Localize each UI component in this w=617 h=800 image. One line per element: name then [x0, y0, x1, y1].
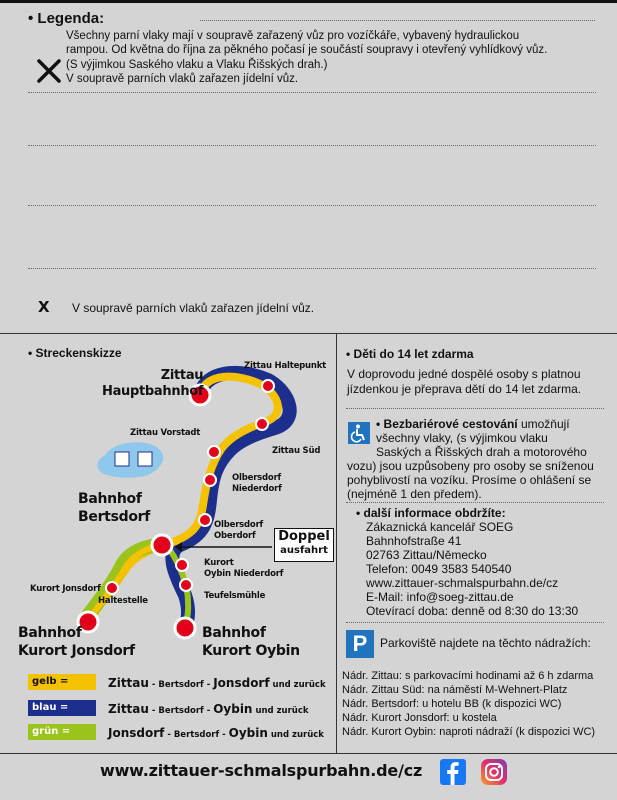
route-green: Jonsdorf - Bertsdorf - Oybin und zurück	[108, 726, 324, 740]
contact-heading: • další informace obdržíte:	[356, 506, 506, 520]
station-teufelsmuehle: Teufelsmühle	[204, 591, 266, 601]
facebook-icon[interactable]	[440, 759, 466, 785]
legend-note: V soupravě parních vlaků zařazen jídelní vůz.	[72, 301, 315, 315]
swatch-blue: blau =	[28, 700, 96, 716]
station-bertsdorf: Bahnhof Bertsdorf	[78, 491, 151, 525]
dotted-line	[28, 92, 596, 93]
swatch-yellow: gelb =	[28, 674, 96, 690]
station-olbersdorf-oberdorf: Olbersdorf Oberdorf	[214, 520, 264, 541]
station-zittau-sued: Zittau Süd	[272, 446, 321, 456]
children-heading: • Děti do 14 let zdarma	[346, 347, 474, 361]
doppel-label: Doppel	[278, 529, 330, 544]
station-zittau-vorstadt: Zittau Vorstadt	[130, 428, 201, 438]
parking-line-3: Nádr. Bertsdorf: u hotelu BB (k dispozici WC)	[342, 698, 562, 710]
footer-url-link[interactable]: www.zittauer-schmalspurbahn.de/cz	[100, 761, 423, 780]
instagram-icon[interactable]	[481, 759, 507, 785]
contact-line-2: Bahnhofstraße 41	[366, 534, 462, 548]
route-yellow: Zittau - Bertsdorf - Jonsdorf und zurück	[108, 676, 326, 690]
station-jonsdorf: Bahnhof Kurort Jonsdorf	[18, 625, 135, 659]
dotted-line	[200, 20, 595, 21]
doppel-ausfahrt-box	[274, 528, 334, 562]
dotted-line	[28, 268, 596, 269]
route-blue: Zittau - Bertsdorf - Oybin und zurück	[108, 702, 309, 716]
contact-line-1: Zákaznická kancelář SOEG	[366, 520, 514, 534]
station-zittau-haltepunkt: Zittau Haltepunkt	[244, 361, 327, 371]
column-divider	[336, 333, 337, 753]
contact-website-link[interactable]: www.zittauer-schmalspurbahn.de/cz	[366, 576, 559, 590]
station-zittau-hbf: Zittau Hauptbahnhof	[102, 368, 204, 399]
children-text: V doprovodu jedné dospělé osoby s platnou jízdenkou je přeprava dětí do 14 let zdarma.	[347, 367, 582, 396]
swatch-green: grün =	[28, 724, 96, 740]
contact-line-4: Telefon: 0049 3583 540540	[366, 562, 512, 576]
accessible-line-6: (nejméně 1 den předem).	[347, 487, 482, 501]
station-oybin-niederdorf: Kurort Oybin Niederdorf	[204, 558, 284, 579]
legend-line-3: (S výjimkou Saského vlaku a Vlaku Řišských drah.)	[66, 59, 328, 71]
dotted-line	[346, 622, 604, 623]
accessible-line-2: všechny vlaky, (s výjimkou vlaku	[376, 431, 548, 445]
dotted-line	[346, 408, 604, 409]
cutlery-mark: X	[38, 298, 50, 316]
legend-line-2: rampou. Od května do října za pěkného počasí je součástí soupravy i otevřený vyhlídkový vůz.	[66, 44, 548, 56]
station-kurort-jonsdorf-hp: Kurort Jonsdorf	[30, 584, 101, 594]
dotted-line	[28, 205, 596, 206]
ausfahrt-label: ausfahrt	[280, 545, 328, 556]
legend-heading: • Legenda:	[28, 10, 105, 27]
footer-divider	[0, 753, 617, 754]
station-olbersdorf-niederdorf: Olbersdorf Niederdorf	[232, 473, 282, 494]
wheelchair-icon	[348, 422, 370, 444]
accessible-line-1: • Bezbariérové cestování umožňují	[376, 417, 570, 431]
contact-line-3: 02763 Zittau/Německo	[366, 548, 487, 562]
map-heading: • Streckenskizze	[28, 346, 122, 360]
top-border	[0, 0, 617, 3]
legend-line-1: Všechny parní vlaky mají v soupravě zařazený vůz pro vozíčkáře, vybavený hydraulickou	[66, 30, 520, 42]
parking-line-2: Nádr. Zittau Süd: na náměstí M-Wehnert-Platz	[342, 684, 568, 696]
parking-line-5: Nádr. Kurort Oybin: naproti nádraží (k dispozici WC)	[342, 726, 596, 738]
dotted-line	[346, 502, 604, 503]
parking-heading: Parkoviště najdete na těchto nádražích:	[380, 636, 591, 650]
parking-line-1: Nádr. Zittau: s parkovacími hodinami až 6 h zdarma	[342, 670, 594, 682]
parking-line-4: Nádr. Kurort Jonsdorf: u kostela	[342, 712, 497, 724]
accessible-line-3: Saských a Řišských drah a motorového	[376, 445, 587, 459]
contact-line-7: Otevírací doba: denně od 8:30 do 13:30	[366, 604, 579, 618]
parking-icon: P	[346, 630, 374, 658]
accessible-line-4: vozu) jsou uzpůsobeny pro osoby se sníženou	[347, 459, 594, 473]
station-haltestelle: Haltestelle	[98, 596, 148, 606]
station-oybin: Bahnhof Kurort Oybin	[202, 625, 300, 659]
contact-email-link[interactable]: E-Mail: info@soeg-zittau.de	[366, 590, 514, 604]
legend-line-4: V soupravě parních vlaků zařazen jídelní vůz.	[66, 73, 299, 85]
accessible-line-5: pohyblivostí na vozíku. Prosíme o ohlášení se	[347, 473, 592, 487]
cutlery-icon	[36, 58, 62, 89]
dotted-line	[28, 145, 596, 146]
section-divider	[0, 333, 617, 334]
